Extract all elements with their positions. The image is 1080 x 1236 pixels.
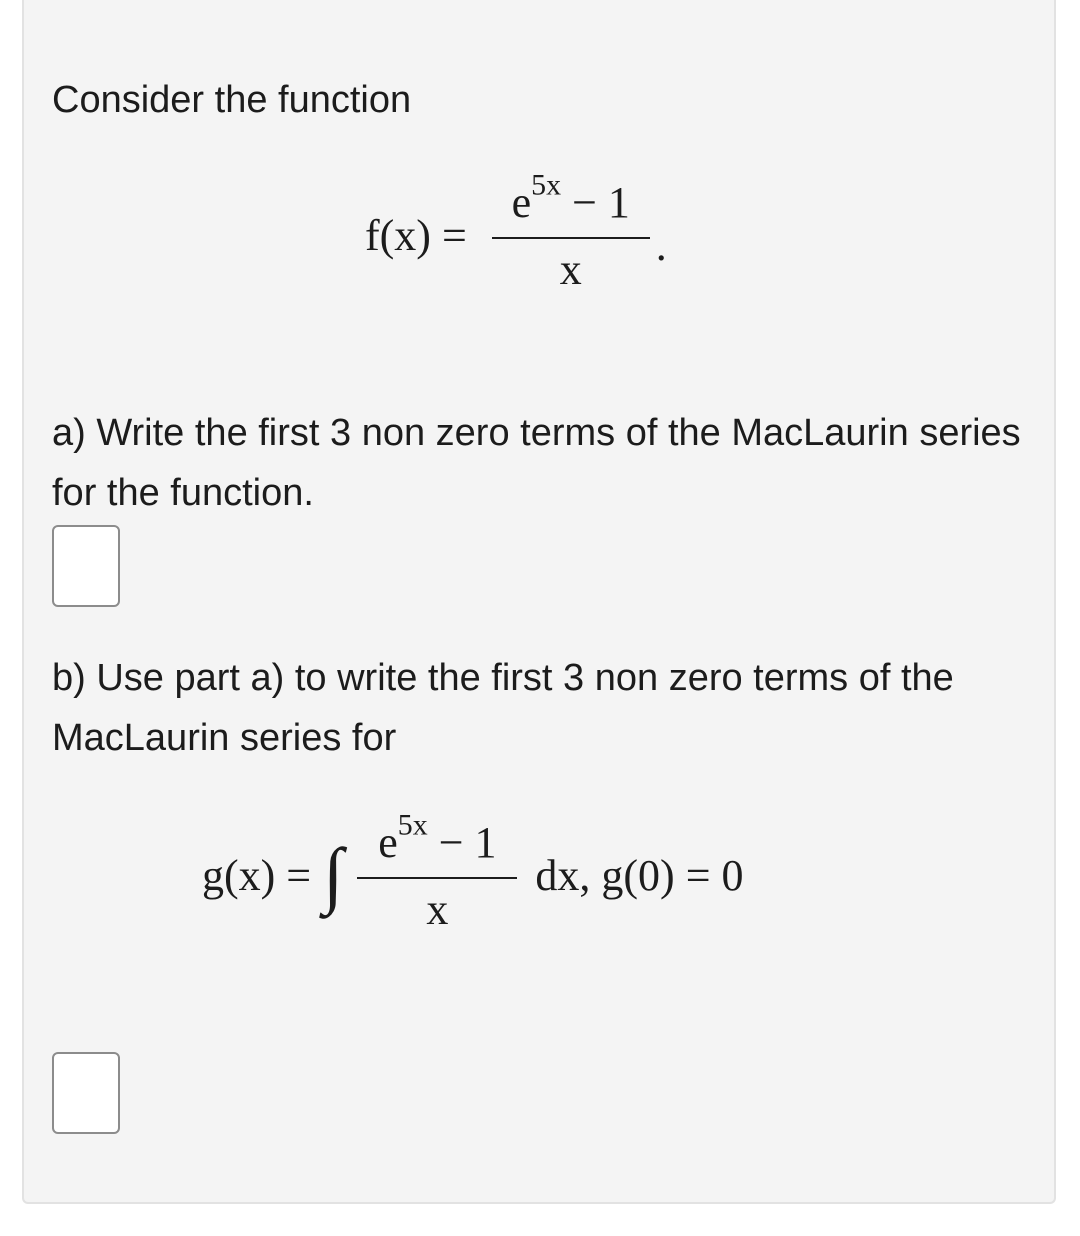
formula-g-tail: dx, g(0) = 0 xyxy=(535,850,744,900)
part-b-text: b) Use part a) to write the first 3 non zero terms of the MacLaurin series for xyxy=(52,657,954,759)
formula-f-fraction-bar xyxy=(492,237,650,239)
formula-g-numerator xyxy=(357,808,517,871)
formula-f-fraction xyxy=(492,168,650,295)
formula-g xyxy=(202,808,744,935)
formula-f-period: . xyxy=(655,220,667,270)
formula-g-exponent: 5x xyxy=(397,808,428,842)
formula-f-numerator-rest: − 1 xyxy=(561,178,630,227)
part-a-text: a) Write the first 3 non zero terms of the MacLaurin series for the function. xyxy=(52,412,1021,514)
formula-g-numerator-rest: − 1 xyxy=(427,818,497,867)
formula-g-numerator-base: e xyxy=(378,818,398,867)
integral-sign: ∫ xyxy=(323,834,344,916)
formula-f-numerator-base: e xyxy=(511,178,532,227)
formula-f-denominator: x xyxy=(559,245,582,294)
answer-input-b[interactable] xyxy=(52,1052,120,1134)
formula-f-lhs: f(x) = xyxy=(365,210,467,260)
formula-f xyxy=(365,168,667,295)
formula-g-denominator: x xyxy=(426,885,449,934)
formula-g-fraction xyxy=(357,808,517,935)
intro-text: Consider the function xyxy=(52,79,412,121)
formula-f-exponent: 5x xyxy=(531,168,562,202)
formula-g-lhs: g(x) = xyxy=(202,850,312,900)
formula-g-fraction-bar xyxy=(357,877,517,879)
answer-input-a[interactable] xyxy=(52,525,120,607)
formula-f-numerator xyxy=(492,168,650,231)
